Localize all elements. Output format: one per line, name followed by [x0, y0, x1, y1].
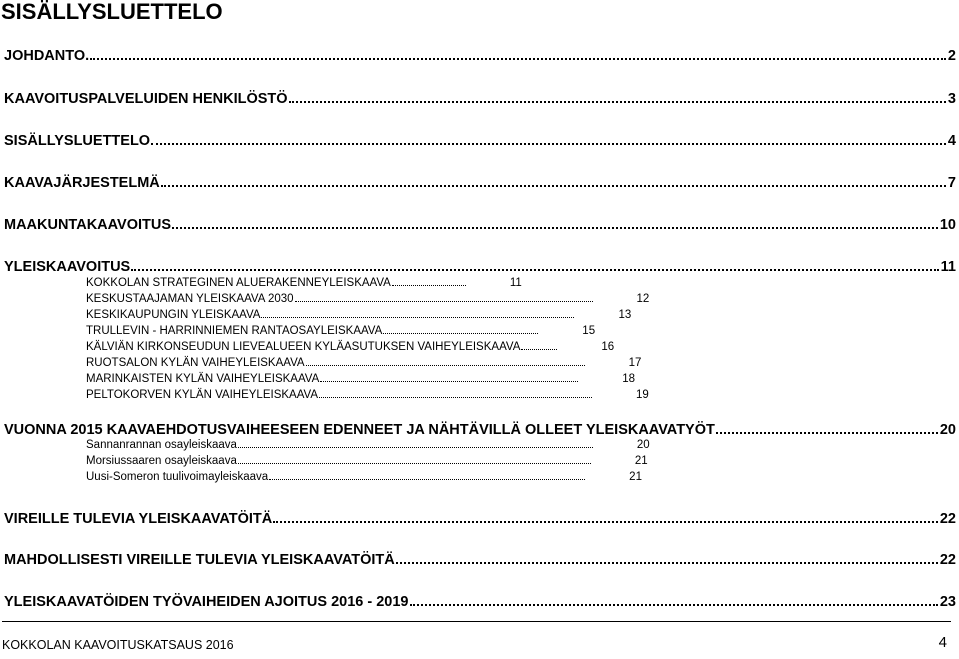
leader-dots	[151, 142, 946, 145]
toc-entry-label: RUOTSALON KYLÄN VAIHEYLEISKAAVA	[86, 357, 305, 369]
toc-entry-yleiskaavoitus[interactable]	[4, 258, 956, 276]
toc-entry-label: PELTOKORVEN KYLÄN VAIHEYLEISKAAVA	[86, 389, 319, 401]
toc-page-number: 11	[940, 259, 956, 275]
leader-dots	[238, 462, 591, 464]
leader-dots	[319, 396, 592, 398]
toc-page-number: 2	[947, 48, 956, 64]
toc-entry-label: MAAKUNTAKAAVOITUS	[4, 217, 172, 233]
leader-dots	[172, 226, 938, 229]
toc-page-number: 22	[939, 552, 956, 568]
toc-page-number: 20	[939, 422, 956, 438]
toc-page-number: 16	[601, 341, 615, 353]
toc-entry-label: JOHDANTO.	[4, 48, 90, 64]
footer-title: KOKKOLAN KAAVOITUSKATSAUS 2016	[2, 638, 234, 652]
toc-entry-label: TRULLEVIN - HARRINNIEMEN RANTAOSAYLEISKAAVA	[86, 325, 383, 337]
leader-dots	[90, 57, 946, 60]
toc-entry-mahdollisesti-vireille[interactable]	[4, 551, 956, 569]
leader-dots	[383, 332, 538, 334]
toc-page-number: 15	[582, 325, 596, 337]
toc-subentry[interactable]	[86, 356, 704, 371]
toc-entry-kaavajarjestelma[interactable]	[4, 174, 956, 192]
leader-dots	[396, 561, 938, 564]
leader-dots	[320, 380, 578, 382]
toc-page-number: 23	[939, 594, 956, 610]
leader-dots	[261, 316, 574, 318]
toc-entry-label: YLEISKAAVOITUS	[4, 259, 131, 275]
toc-entry-maakuntakaavoitus[interactable]	[4, 216, 956, 234]
toc-page-number: 21	[634, 455, 648, 467]
toc-entry-label: MARINKAISTEN KYLÄN VAIHEYLEISKAAVA	[86, 373, 320, 385]
toc-page-number: 12	[636, 293, 650, 305]
toc-page-number: 7	[947, 175, 956, 191]
toc-entry-johdanto[interactable]	[4, 47, 956, 65]
toc-entry-kaavoituspalveluiden-henkilosto[interactable]	[4, 90, 956, 108]
toc-page-number: 19	[636, 389, 649, 401]
toc-entry-label: Uusi-Someron tuulivoimayleiskaava	[86, 471, 269, 483]
toc-entry-label: KAAVAJÄRJESTELMÄ	[4, 175, 160, 191]
toc-page-number: 10	[939, 217, 956, 233]
leader-dots	[269, 478, 585, 480]
leader-dots	[131, 268, 938, 271]
leader-dots	[410, 603, 938, 606]
toc-subentry[interactable]	[86, 372, 704, 387]
toc-subentry[interactable]	[86, 292, 704, 307]
toc-entry-ajoitus[interactable]	[4, 593, 956, 611]
toc-page-number: 3	[947, 91, 956, 107]
leader-dots	[161, 184, 946, 187]
toc-entry-label: SISÄLLYSLUETTELO	[4, 133, 151, 149]
toc-entry-vuonna-2015[interactable]	[4, 421, 956, 439]
toc-page-number: 18	[622, 373, 636, 385]
toc-page-number: 20	[636, 439, 650, 451]
toc-entry-label: YLEISKAAVATÖIDEN TYÖVAIHEIDEN AJOITUS 2016 - 2019	[4, 594, 409, 610]
leader-dots	[289, 100, 946, 103]
toc-entry-vireille-tulevia[interactable]	[4, 510, 956, 528]
toc-page-number: 22	[939, 511, 956, 527]
toc-entry-label: MAHDOLLISESTI VIREILLE TULEVIA YLEISKAAVATÖITÄ	[4, 552, 395, 568]
toc-page-number: 21	[629, 471, 642, 483]
toc-subentry[interactable]	[86, 454, 704, 469]
toc-subentry[interactable]	[86, 324, 704, 339]
toc-page-number: 4	[947, 133, 956, 149]
leader-dots	[392, 284, 466, 286]
toc-entry-label: VIREILLE TULEVIA YLEISKAAVATÖITÄ	[4, 511, 273, 527]
toc-subentry[interactable]	[86, 340, 704, 355]
toc-entry-label: KOKKOLAN STRATEGINEN ALUERAKENNEYLEISKAAVA	[86, 277, 391, 289]
toc-entry-label: Sannanrannan osayleiskaava	[86, 439, 237, 451]
leader-dots	[273, 520, 938, 523]
toc-page-number: 17	[628, 357, 642, 369]
leader-dots	[295, 300, 593, 302]
toc-entry-sisallysluettelo[interactable]	[4, 132, 956, 150]
leader-dots	[716, 431, 938, 434]
toc-page-number: 11	[509, 277, 522, 289]
toc-subentry[interactable]	[86, 470, 704, 485]
leader-dots	[306, 364, 585, 366]
leader-dots	[521, 348, 557, 350]
leader-dots	[238, 446, 593, 448]
toc-subentry[interactable]	[86, 388, 704, 403]
page-title: SISÄLLYSLUETTELO	[1, 0, 223, 24]
toc-entry-label: Morsiussaaren osayleiskaava	[86, 455, 237, 467]
toc-page-number: 13	[618, 309, 632, 321]
footer-page-number: 4	[938, 634, 947, 651]
toc-entry-label: KESKUSTAAJAMAN YLEISKAAVA 2030	[86, 293, 294, 305]
toc-subentry[interactable]	[86, 438, 704, 453]
toc-subentry[interactable]	[86, 276, 704, 291]
toc-entry-label: KÄLVIÄN KIRKONSEUDUN LIEVEALUEEN KYLÄASUTUKSEN VAIHEYLEISKAAVA	[86, 341, 521, 353]
toc-entry-label: KAAVOITUSPALVELUIDEN HENKILÖSTÖ	[4, 91, 288, 107]
toc-subentry[interactable]	[86, 308, 704, 323]
toc-entry-label: KESKIKAUPUNGIN YLEISKAAVA	[86, 309, 261, 321]
footer-divider	[2, 621, 951, 622]
toc-entry-label: VUONNA 2015 KAAVAEHDOTUSVAIHEESEEN EDENNEET JA NÄHTÄVILLÄ OLLEET YLEISKAAVATYÖT	[4, 422, 715, 438]
